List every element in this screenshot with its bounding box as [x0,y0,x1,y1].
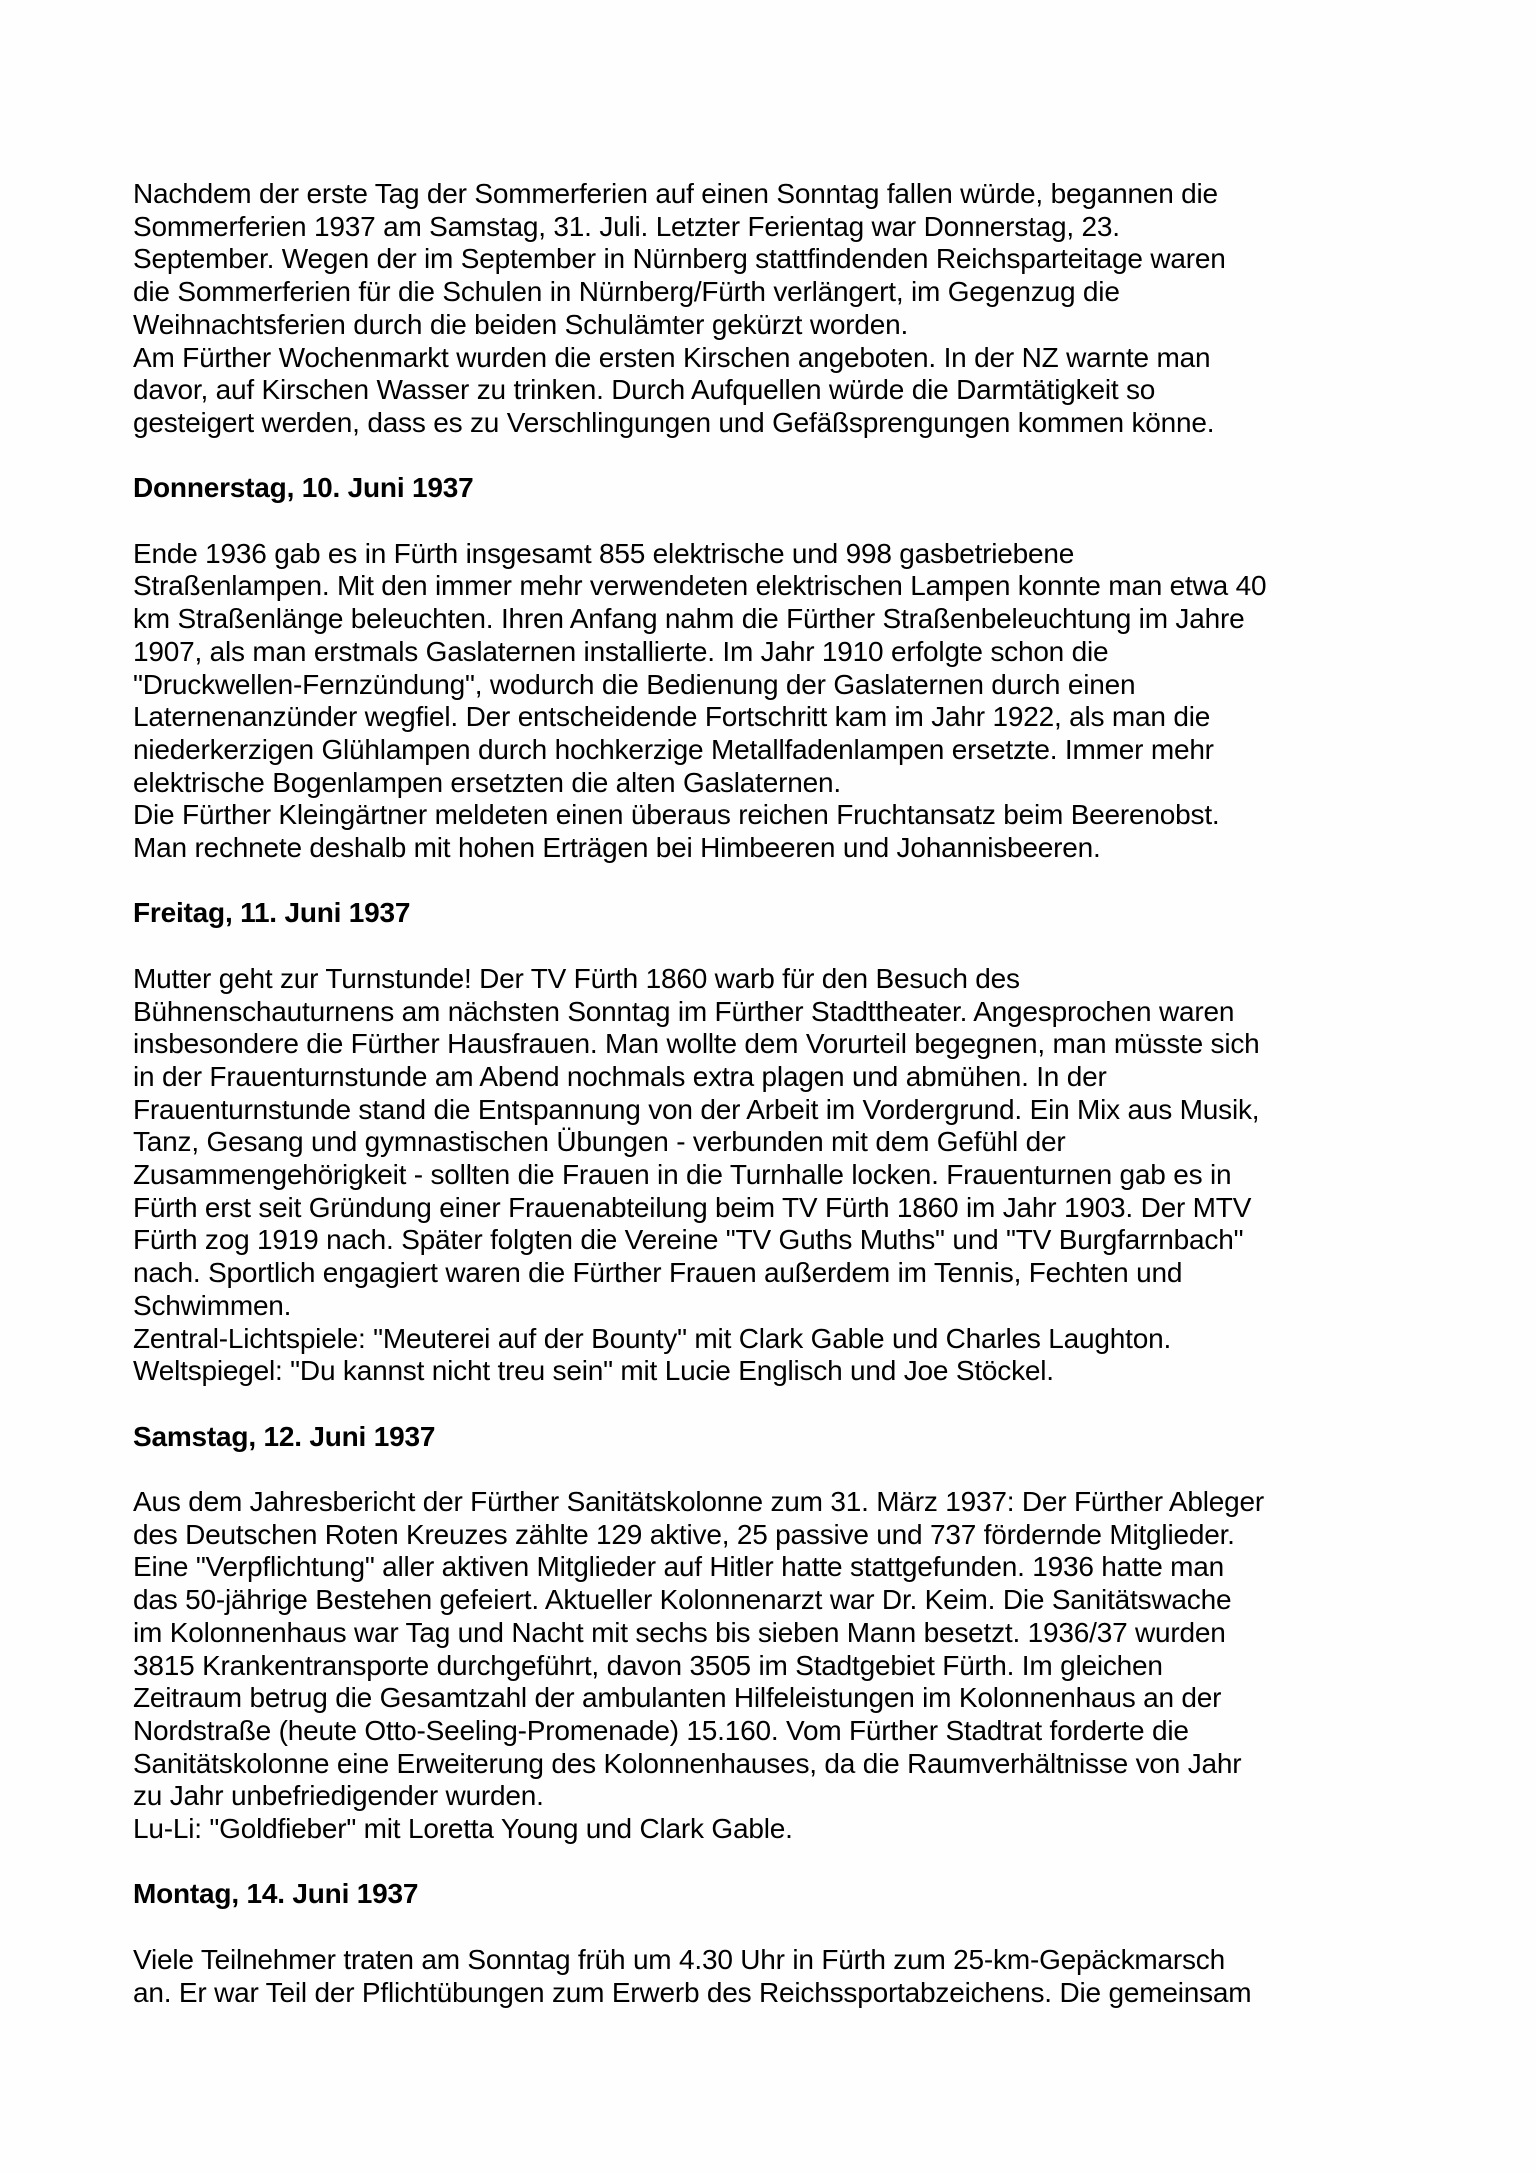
text-line: Fürth zog 1919 nach. Später folgten die Vereine "TV Guths Muths" und "TV Burgfarrnbach" [133,1224,1244,1256]
text-line: Bühnenschauturnens am nächsten Sonntag im Fürther Stadttheater. Angesprochen waren [133,995,1235,1027]
paragraph [133,1486,1496,1846]
text-line: Frauenturnstunde stand die Entspannung von der Arbeit im Vordergrund. Ein Mix aus Musik, [133,1093,1260,1125]
section-heading: Donnerstag, 10. Juni 1937 [133,472,474,504]
text-line: an. Er war Teil der Pflichtübungen zum Erwerb des Reichssportabzeichens. Die gemeinsam [133,1976,1252,2008]
text-line: Ende 1936 gab es in Fürth insgesamt 855 elektrische und 998 gasbetriebene [133,537,1075,569]
paragraph [133,963,1496,1388]
text-line: Aus dem Jahresbericht der Fürther Sanitätskolonne zum 31. März 1937: Der Fürther Ableger [133,1486,1264,1518]
text-line: des Deutschen Roten Kreuzes zählte 129 aktive, 25 passive und 737 fördernde Mitglieder. [133,1518,1235,1550]
paragraph [133,1944,1496,2009]
text-line: Lu-Li: "Goldfieber" mit Loretta Young und Clark Gable. [133,1813,793,1845]
text-line: die Sommerferien für die Schulen in Nürnberg/Fürth verlängert, im Gegenzug die [133,276,1120,308]
text-line: km Straßenlänge beleuchten. Ihren Anfang nahm die Fürther Straßenbeleuchtung im Jahre [133,603,1245,635]
text-line: Die Fürther Kleingärtner meldeten einen überaus reichen Fruchtansatz beim Beerenobst. [133,799,1220,831]
text-line: Nachdem der erste Tag der Sommerferien auf einen Sonntag fallen würde, begannen die [133,178,1218,209]
text-line: Fürth erst seit Gründung einer Frauenabteilung beim TV Fürth 1860 im Jahr 1903. Der MTV [133,1191,1252,1223]
text-line: elektrische Bogenlampen ersetzten die alten Gaslaternen. [133,766,841,798]
text-line: Am Fürther Wochenmarkt wurden die ersten Kirschen angeboten. In der NZ warnte man [133,341,1211,373]
text-line: 3815 Krankentransporte durchgeführt, davon 3505 im Stadtgebiet Fürth. Im gleichen [133,1649,1163,1681]
text-line: Weihnachtsferien durch die beiden Schulämter gekürzt worden. [133,308,909,340]
text-line: Sommerferien 1937 am Samstag, 31. Juli. Letzter Ferientag war Donnerstag, 23. [133,210,1120,242]
paragraph [133,538,1496,865]
text-line: in der Frauenturnstunde am Abend nochmals extra plagen und abmühen. In der [133,1060,1107,1092]
text-line: niederkerzigen Glühlampen durch hochkerzige Metallfadenlampen ersetzte. Immer mehr [133,733,1214,765]
text-line: Tanz, Gesang und gymnastischen Übungen - verbunden mit dem Gefühl der [133,1126,1066,1158]
text-line: das 50-jährige Bestehen gefeiert. Aktueller Kolonnenarzt war Dr. Keim. Die Sanitätswache [133,1584,1232,1616]
text-line: Straßenlampen. Mit den immer mehr verwendeten elektrischen Lampen konnte man etwa 40 [133,570,1267,602]
text-line: Mutter geht zur Turnstunde! Der TV Fürth 1860 warb für den Besuch des [133,962,1020,994]
text-line: Man rechnete deshalb mit hohen Erträgen bei Himbeeren und Johannisbeeren. [133,832,1101,864]
text-line: Weltspiegel: "Du kannst nicht treu sein" mit Lucie Englisch und Joe Stöckel. [133,1355,1054,1387]
section-heading: Samstag, 12. Juni 1937 [133,1420,436,1452]
text-line: gesteigert werden, dass es zu Verschlingungen und Gefäßsprengungen kommen könne. [133,406,1215,438]
text-line: zu Jahr unbefriedigender wurden. [133,1780,544,1812]
text-line: im Kolonnenhaus war Tag und Nacht mit sechs bis sieben Mann besetzt. 1936/37 wurden [133,1616,1226,1648]
text-line: Viele Teilnehmer traten am Sonntag früh um 4.30 Uhr in Fürth zum 25-km-Gepäckmarsch [133,1943,1225,1975]
text-line: "Druckwellen-Fernzündung", wodurch die Bedienung der Gaslaternen durch einen [133,668,1136,700]
text-line: nach. Sportlich engagiert waren die Fürther Frauen außerdem im Tennis, Fechten und [133,1257,1183,1289]
text-line: Eine "Verpflichtung" aller aktiven Mitglieder auf Hitler hatte stattgefunden. 1936 hatte man [133,1551,1225,1583]
text-line: insbesondere die Fürther Hausfrauen. Man wollte dem Vorurteil begegnen, man müsste sich [133,1028,1260,1060]
text-line: September. Wegen der im September in Nürnberg stattfindenden Reichsparteitage waren [133,243,1226,275]
paragraph [133,178,1496,440]
text-line: Zentral-Lichtspiele: "Meuterei auf der Bounty" mit Clark Gable und Charles Laughton. [133,1322,1172,1354]
text-line: Zusammengehörigkeit - sollten die Frauen in die Turnhalle locken. Frauenturnen gab es in [133,1159,1232,1191]
text-line: Sanitätskolonne eine Erweiterung des Kolonnenhauses, da die Raumverhältnisse von Jahr [133,1747,1242,1779]
text-line: Zeitraum betrug die Gesamtzahl der ambulanten Hilfeleistungen im Kolonnenhaus an der [133,1682,1222,1714]
section-heading: Montag, 14. Juni 1937 [133,1878,419,1910]
section-heading: Freitag, 11. Juni 1937 [133,897,411,929]
text-line: Schwimmen. [133,1289,292,1321]
text-line: 1907, als man erstmals Gaslaternen installierte. Im Jahr 1910 erfolgte schon die [133,635,1109,667]
text-line: Laternenanzünder wegfiel. Der entscheidende Fortschritt kam im Jahr 1922, als man die [133,701,1211,733]
text-line: Nordstraße (heute Otto-Seeling-Promenade) 15.160. Vom Fürther Stadtrat forderte die [133,1714,1189,1746]
text-line: davor, auf Kirschen Wasser zu trinken. Durch Aufquellen würde die Darmtätigkeit so [133,374,1156,406]
